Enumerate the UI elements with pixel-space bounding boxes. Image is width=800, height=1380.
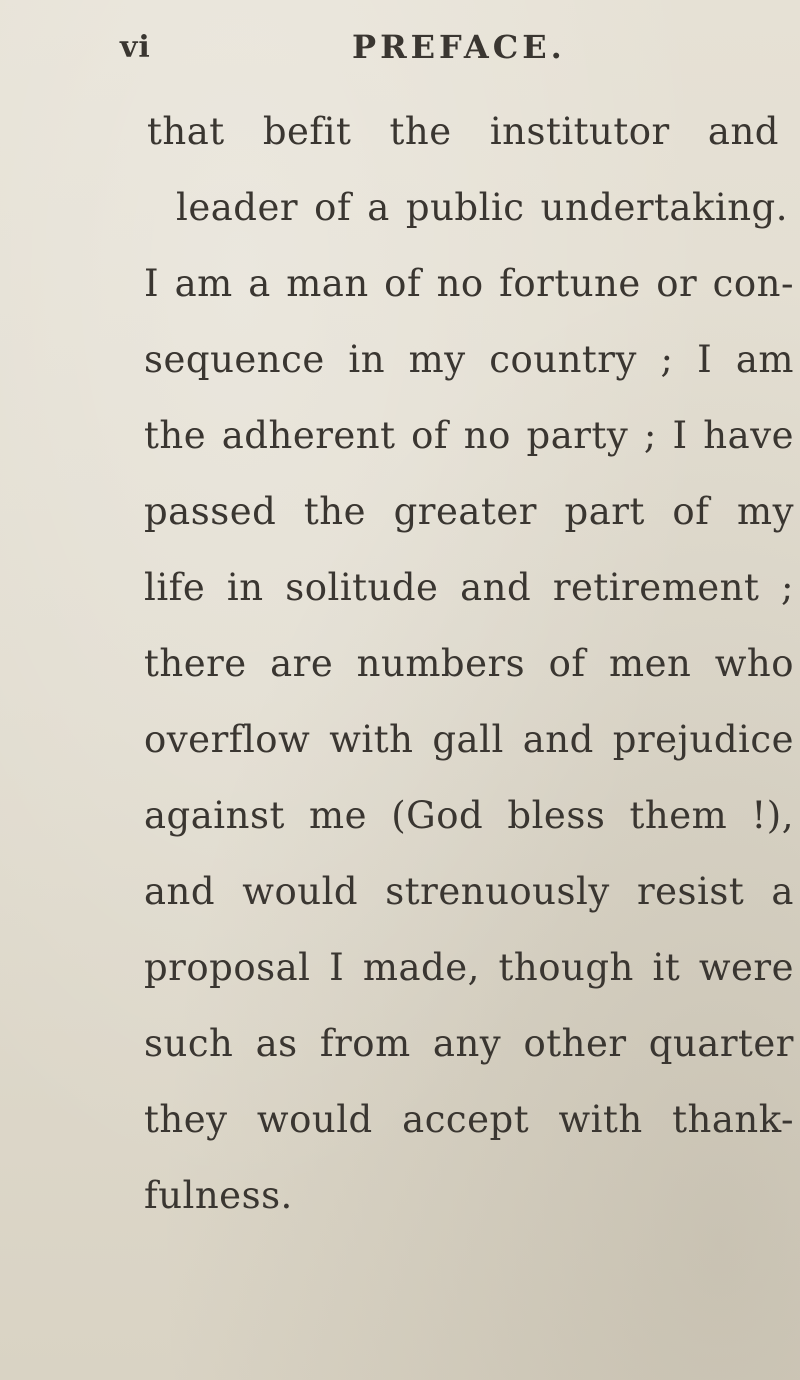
text-line-6: passed the greater part of my [144, 490, 794, 533]
text-line-14: they would accept with thank- [144, 1098, 794, 1141]
text-line-1: that befit the institutor and [147, 110, 779, 153]
running-title: PREFACE. [352, 28, 566, 66]
text-line-10: against me (God bless them !), [144, 794, 794, 837]
text-line-7: life in solitude and retirement ; [144, 566, 794, 609]
text-line-3: I am a man of no fortune or con- [144, 262, 794, 305]
text-line-12: proposal I made, though it were [144, 946, 794, 989]
text-line-9: overflow with gall and prejudice [144, 718, 794, 761]
text-line-13: such as from any other quarter [144, 1022, 794, 1065]
text-line-8: there are numbers of men who [144, 642, 794, 685]
text-line-15: fulness. [144, 1174, 293, 1217]
running-head [0, 24, 800, 74]
text-line-11: and would strenuously resist a [144, 870, 794, 913]
text-line-2: leader of a public undertaking. [176, 186, 788, 229]
text-line-5: the adherent of no party ; I have [144, 414, 794, 457]
page-number: vi [120, 30, 151, 65]
text-line-4: sequence in my country ; I am [144, 338, 794, 381]
